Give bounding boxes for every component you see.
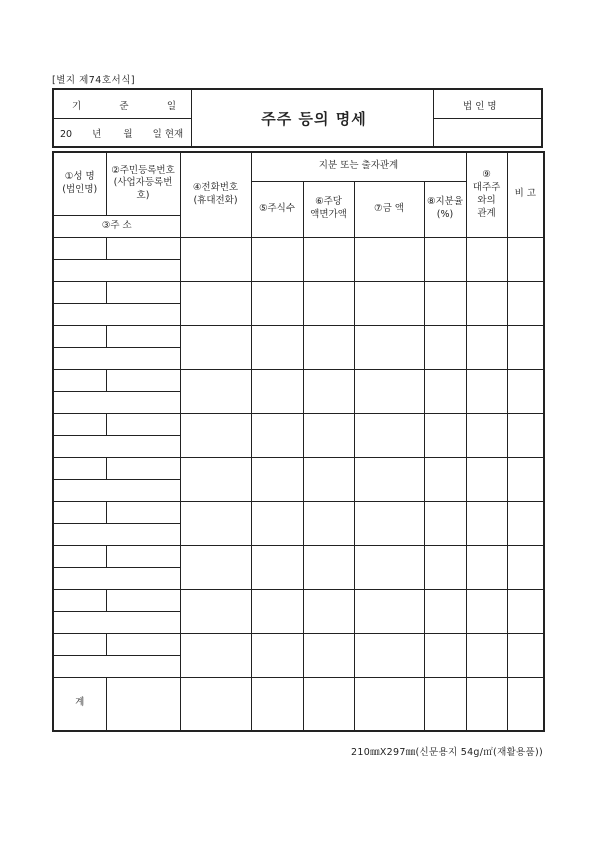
phone-cell[interactable]: [180, 369, 251, 413]
paper-spec: 210㎜X297㎜(신문용지 54g/㎡(재활용품)): [351, 747, 543, 758]
col-regno-header: ②주민등록번호 (사업자등록번 호): [106, 152, 180, 215]
relation-cell[interactable]: [466, 237, 507, 281]
name-cell[interactable]: [53, 545, 106, 567]
regno-cell[interactable]: [106, 545, 180, 567]
table-row: [53, 589, 544, 611]
total-ratio-cell[interactable]: [424, 677, 466, 731]
divider: [191, 90, 192, 146]
ratio-cell[interactable]: [424, 501, 466, 545]
total-regno-cell[interactable]: [106, 677, 180, 731]
page-title: 주주 등의 명세: [261, 109, 367, 128]
remarks-cell[interactable]: [507, 501, 544, 545]
remarks-cell[interactable]: [507, 545, 544, 589]
total-label: 계: [53, 677, 106, 731]
shares-cell[interactable]: [251, 457, 303, 501]
col-equity-group-header: 지분 또는 출자관계: [251, 152, 466, 181]
amount-cell[interactable]: [354, 237, 424, 281]
name-cell[interactable]: [53, 501, 106, 523]
table-row: [53, 633, 544, 655]
amount-cell[interactable]: [354, 501, 424, 545]
ratio-cell[interactable]: [424, 589, 466, 633]
col-phone-header: ④전화번호 (휴대전화): [180, 152, 251, 237]
shares-cell[interactable]: [251, 589, 303, 633]
col-shares-header: ⑤주식수: [251, 181, 303, 237]
amount-cell[interactable]: [354, 325, 424, 369]
relation-cell[interactable]: [466, 457, 507, 501]
remarks-cell[interactable]: [507, 589, 544, 633]
ratio-cell[interactable]: [424, 369, 466, 413]
phone-cell[interactable]: [180, 413, 251, 457]
regno-cell[interactable]: [106, 281, 180, 303]
relation-cell[interactable]: [466, 589, 507, 633]
parvalue-cell[interactable]: [303, 281, 354, 325]
remarks-cell[interactable]: [507, 369, 544, 413]
total-shares-cell[interactable]: [251, 677, 303, 731]
shares-cell[interactable]: [251, 369, 303, 413]
ratio-cell[interactable]: [424, 633, 466, 677]
amount-cell[interactable]: [354, 369, 424, 413]
parvalue-cell[interactable]: [303, 325, 354, 369]
col-relation-header: ⑨ 대주주 와의 관계: [466, 152, 507, 237]
name-cell[interactable]: [53, 633, 106, 655]
regno-cell[interactable]: [106, 589, 180, 611]
regno-cell[interactable]: [106, 237, 180, 259]
phone-cell[interactable]: [180, 545, 251, 589]
header-table: [52, 88, 543, 148]
address-cell[interactable]: [53, 611, 180, 633]
corp-name-label: 법 인 명: [463, 101, 497, 112]
amount-cell[interactable]: [354, 281, 424, 325]
ratio-cell[interactable]: [424, 281, 466, 325]
phone-cell[interactable]: [180, 501, 251, 545]
parvalue-cell[interactable]: [303, 237, 354, 281]
name-cell[interactable]: [53, 589, 106, 611]
table-row: [53, 281, 544, 303]
address-cell[interactable]: [53, 479, 180, 501]
shares-cell[interactable]: [251, 325, 303, 369]
address-cell[interactable]: [53, 567, 180, 589]
amount-cell[interactable]: [354, 413, 424, 457]
base-date-label: 기 준 일: [72, 101, 176, 112]
divider: [433, 118, 541, 119]
relation-cell[interactable]: [466, 633, 507, 677]
regno-cell[interactable]: [106, 501, 180, 523]
col-amount-header: ⑦금 액: [354, 181, 424, 237]
name-cell[interactable]: [53, 325, 106, 347]
ratio-cell[interactable]: [424, 237, 466, 281]
address-cell[interactable]: [53, 347, 180, 369]
regno-cell[interactable]: [106, 325, 180, 347]
phone-cell[interactable]: [180, 589, 251, 633]
shares-cell[interactable]: [251, 545, 303, 589]
col-remarks-header: 비 고: [507, 152, 544, 237]
phone-cell[interactable]: [180, 325, 251, 369]
total-row: [53, 677, 544, 731]
phone-cell[interactable]: [180, 457, 251, 501]
parvalue-cell[interactable]: [303, 545, 354, 589]
shares-cell[interactable]: [251, 501, 303, 545]
ratio-cell[interactable]: [424, 545, 466, 589]
parvalue-cell[interactable]: [303, 633, 354, 677]
parvalue-cell[interactable]: [303, 457, 354, 501]
address-cell[interactable]: [53, 303, 180, 325]
address-cell[interactable]: [53, 523, 180, 545]
parvalue-cell[interactable]: [303, 501, 354, 545]
address-cell[interactable]: [53, 391, 180, 413]
regno-cell[interactable]: [106, 633, 180, 655]
col-name-header: ①성 명 (법인명): [53, 152, 106, 215]
address-cell[interactable]: [53, 435, 180, 457]
relation-cell[interactable]: [466, 369, 507, 413]
form-number-label: [별지 제74호서식]: [52, 75, 136, 86]
total-relation-cell[interactable]: [466, 677, 507, 731]
parvalue-cell[interactable]: [303, 413, 354, 457]
regno-cell[interactable]: [106, 369, 180, 391]
parvalue-cell[interactable]: [303, 369, 354, 413]
total-phone-cell[interactable]: [180, 677, 251, 731]
relation-cell[interactable]: [466, 325, 507, 369]
relation-cell[interactable]: [466, 281, 507, 325]
amount-cell[interactable]: [354, 633, 424, 677]
total-parvalue-cell[interactable]: [303, 677, 354, 731]
name-cell[interactable]: [53, 457, 106, 479]
divider: [54, 118, 191, 119]
name-cell[interactable]: [53, 369, 106, 391]
col-address-header: ③주 소: [53, 215, 180, 237]
phone-cell[interactable]: [180, 281, 251, 325]
remarks-cell[interactable]: [507, 633, 544, 677]
name-cell[interactable]: [53, 413, 106, 435]
shares-cell[interactable]: [251, 237, 303, 281]
total-amount-cell[interactable]: [354, 677, 424, 731]
relation-cell[interactable]: [466, 545, 507, 589]
remarks-cell[interactable]: [507, 325, 544, 369]
col-parvalue-header: ⑥주당 액면가액: [303, 181, 354, 237]
shares-cell[interactable]: [251, 413, 303, 457]
address-cell[interactable]: [53, 655, 180, 677]
amount-cell[interactable]: [354, 457, 424, 501]
shareholder-table: [52, 151, 545, 732]
relation-cell[interactable]: [466, 501, 507, 545]
table-row: [53, 413, 544, 435]
ratio-cell[interactable]: [424, 325, 466, 369]
remarks-cell[interactable]: [507, 413, 544, 457]
ratio-cell[interactable]: [424, 457, 466, 501]
shares-cell[interactable]: [251, 281, 303, 325]
relation-cell[interactable]: [466, 413, 507, 457]
remarks-cell[interactable]: [507, 457, 544, 501]
table-row: [53, 457, 544, 479]
name-cell[interactable]: [53, 237, 106, 259]
date-line: 20 년 월 일 현재: [60, 129, 184, 140]
shares-cell[interactable]: [251, 633, 303, 677]
parvalue-cell[interactable]: [303, 589, 354, 633]
regno-cell[interactable]: [106, 413, 180, 435]
phone-cell[interactable]: [180, 633, 251, 677]
amount-cell[interactable]: [354, 589, 424, 633]
name-cell[interactable]: [53, 281, 106, 303]
remarks-cell[interactable]: [507, 281, 544, 325]
table-row: [53, 501, 544, 523]
table-row: [53, 369, 544, 391]
address-cell[interactable]: [53, 259, 180, 281]
table-row: [53, 545, 544, 567]
col-ratio-header: ⑧지분율 (%): [424, 181, 466, 237]
table-row: [53, 325, 544, 347]
ratio-cell[interactable]: [424, 413, 466, 457]
regno-cell[interactable]: [106, 457, 180, 479]
total-remarks-cell[interactable]: [507, 677, 544, 731]
amount-cell[interactable]: [354, 545, 424, 589]
phone-cell[interactable]: [180, 237, 251, 281]
remarks-cell[interactable]: [507, 237, 544, 281]
table-row: [53, 237, 544, 259]
